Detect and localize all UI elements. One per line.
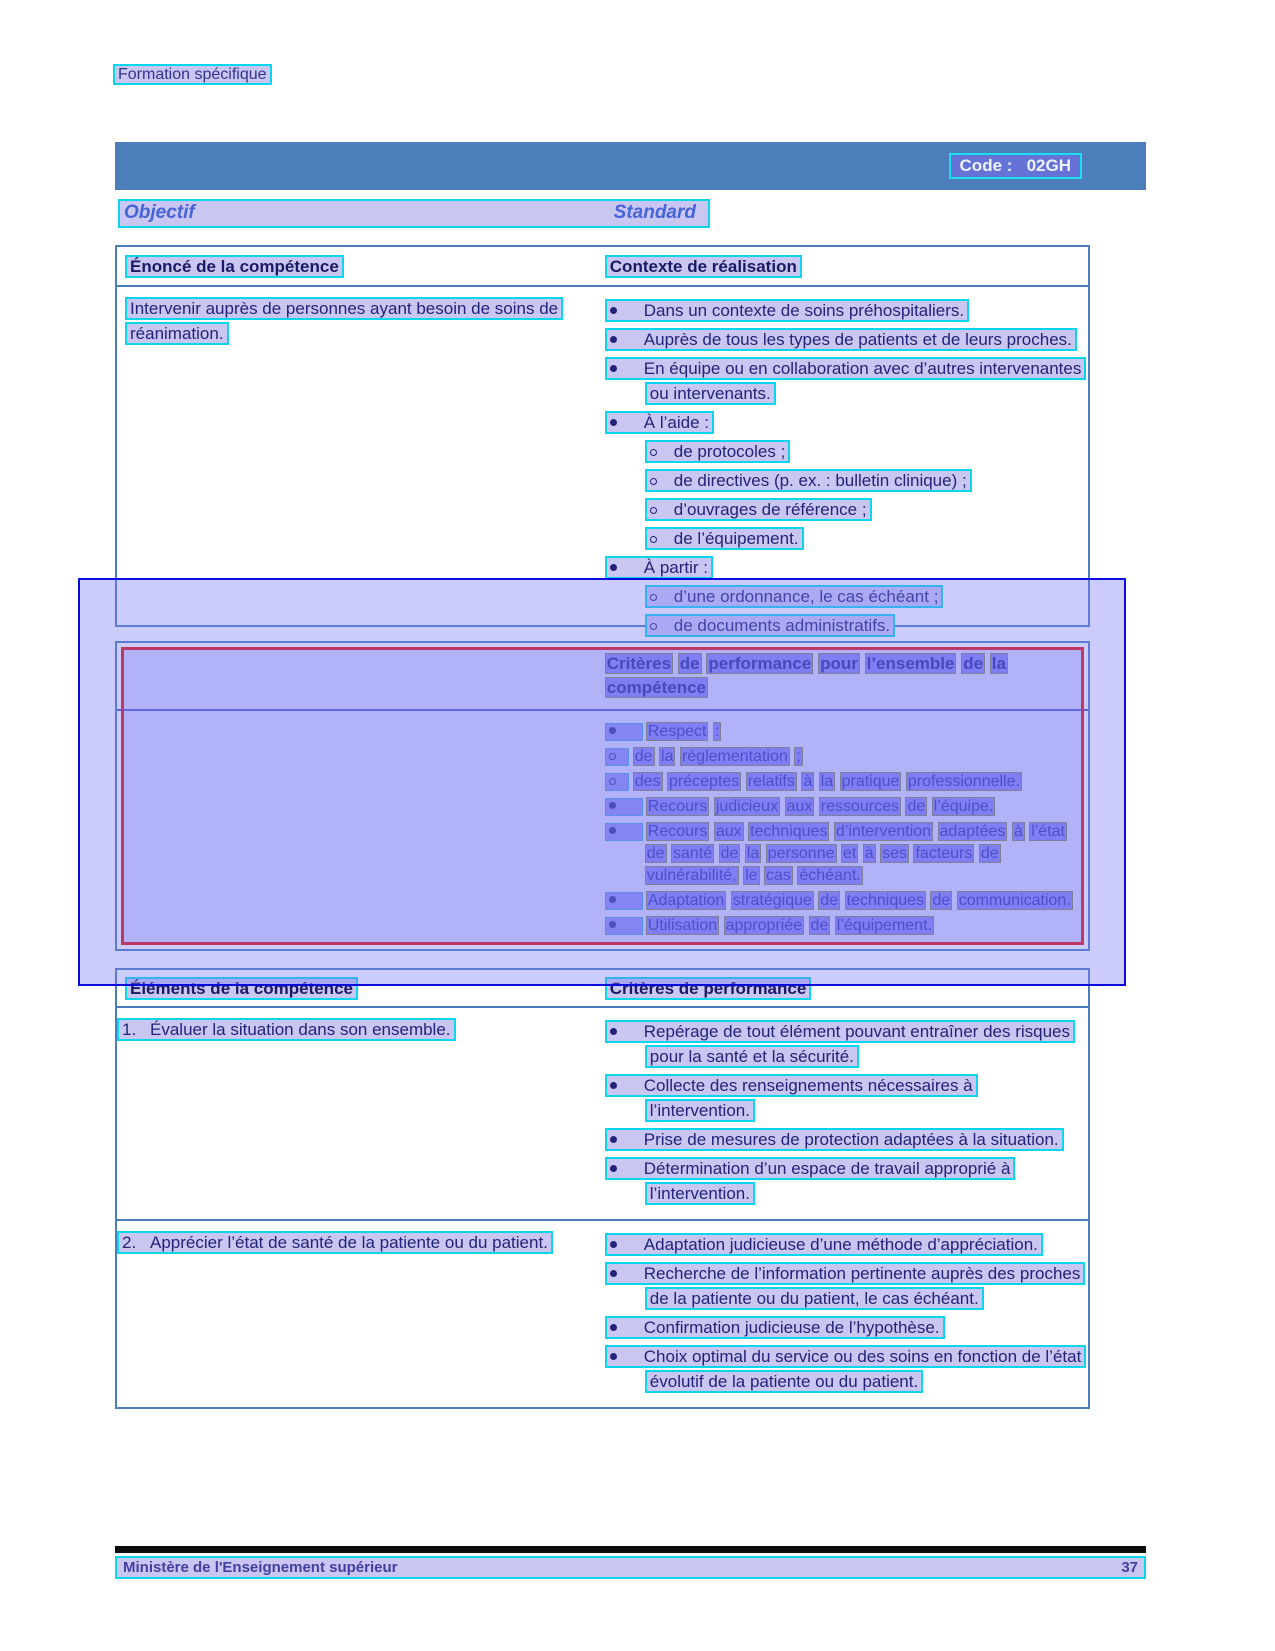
bullet-icon <box>610 1156 644 1181</box>
item-number: 1. <box>122 1020 137 1039</box>
list-item: Choix optimal du service ou des soins en fonction de l’état évolutif de la patiente ou du patient. <box>605 1344 1082 1394</box>
list-item: de directives (p. ex. : bulletin clinique) ; <box>645 468 1082 493</box>
list-item: d’ouvrages de référence ; <box>645 497 1082 522</box>
list-item: Dans un contexte de soins préhospitaliers. <box>605 298 1082 323</box>
list-item: Recours judicieux aux ressources de l’équipe. <box>605 796 1082 818</box>
list-item: Confirmation judicieuse de l’hypothèse. <box>605 1315 1082 1340</box>
circle-icon <box>650 526 674 551</box>
bullet-icon <box>610 1232 644 1257</box>
list-item: Utilisation appropriée de l’équipement. <box>605 915 1082 937</box>
bullet-icon <box>610 1261 644 1286</box>
table1-header-right: Contexte de réalisation <box>593 247 1088 285</box>
circle-icon <box>650 584 674 609</box>
code-badge: Code : 02GH <box>949 153 1082 179</box>
bullet-icon <box>610 1315 644 1340</box>
bullet-icon <box>610 298 644 323</box>
table1-header-left: Énoncé de la compétence <box>117 247 593 285</box>
table2-header-row <box>117 643 1088 711</box>
competence-statement-cell <box>117 287 593 651</box>
circle-icon <box>650 497 674 522</box>
bullet-icon <box>610 555 644 580</box>
item-number: 2. <box>122 1233 137 1252</box>
list-item: Auprès de tous les types de patients et de leurs proches. <box>605 327 1082 352</box>
bullet-icon <box>610 356 644 381</box>
list-item: de protocoles ; <box>645 439 1082 464</box>
list-item: Recours aux techniques d’intervention adaptées à l’état de santé de la personne et à ses facteurs de vulnérabilité, le cas échéant. <box>605 821 1082 887</box>
bullet-icon <box>605 823 643 841</box>
list-item: de documents administratifs. <box>645 613 1082 638</box>
list-item: Repérage de tout élément pouvant entraîner des risques pour la santé et la sécurité. <box>605 1019 1082 1069</box>
bullet-icon <box>610 410 644 435</box>
list-item: de la réglementation ; <box>605 746 1082 768</box>
section-label <box>113 66 272 84</box>
bullet-icon <box>610 1019 644 1044</box>
list-item: des préceptes relatifs à la pratique professionnelle. <box>605 771 1082 793</box>
circle-icon <box>650 468 674 493</box>
footer-page-number: 37 <box>1121 1559 1138 1576</box>
criteria-cell-2 <box>593 1221 1088 1407</box>
table3-header-row <box>117 970 1088 1008</box>
list-item: Adaptation stratégique de techniques de communication. <box>605 890 1082 912</box>
table3-row-1 <box>117 1008 1088 1219</box>
bullet-icon <box>605 917 643 935</box>
list-item: En équipe ou en collaboration avec d’autres intervenantes ou intervenants. <box>605 356 1082 406</box>
criteria-cell-1 <box>593 1008 1088 1219</box>
contexte-list-cell <box>593 287 1088 651</box>
table-enonce-contexte <box>115 245 1090 635</box>
bullet-icon <box>605 798 643 816</box>
objectif-standard-row <box>118 199 710 228</box>
criteres-ensemble-list <box>593 711 1088 949</box>
element-text: Évaluer la situation dans son ensemble. <box>150 1020 451 1039</box>
list-item: Collecte des renseignements nécessaires à l’intervention. <box>605 1073 1082 1123</box>
footer-ministry: Ministère de l'Enseignement supérieur <box>123 1559 398 1576</box>
table-elements-criteres <box>115 968 1090 1409</box>
table1-header-row <box>117 247 1088 287</box>
bullet-icon <box>610 1127 644 1152</box>
table2-empty-cell <box>117 711 593 949</box>
table2-body-row <box>117 711 1088 949</box>
circle-icon <box>605 773 629 791</box>
circle-icon <box>605 748 629 766</box>
bullet-icon <box>610 1344 644 1369</box>
list-item: À partir : <box>605 555 1082 580</box>
element-text: Apprécier l’état de santé de la patiente ou du patient. <box>150 1233 548 1252</box>
list-item: Détermination d’un espace de travail approprié à l’intervention. <box>605 1156 1082 1206</box>
standard-label: Standard <box>613 202 696 223</box>
element-cell-2 <box>117 1221 593 1407</box>
bullet-icon <box>610 327 644 352</box>
footer <box>115 1556 1146 1579</box>
bullet-icon <box>605 723 643 741</box>
element-cell-1 <box>117 1008 593 1219</box>
objectif-label: Objectif <box>124 202 195 223</box>
table3-header-right: Critères de performance <box>593 970 1088 1006</box>
footer-rule <box>115 1546 1146 1553</box>
formation-label: Formation spécifique <box>113 64 272 85</box>
circle-icon <box>650 613 674 638</box>
list-item: Recherche de l’information pertinente auprès des proches de la patiente ou du patient, le cas échéant. <box>605 1261 1082 1311</box>
list-item: d’une ordonnance, le cas échéant ; <box>645 584 1082 609</box>
table2-header-left-empty <box>117 643 593 709</box>
list-item: Prise de mesures de protection adaptées à la situation. <box>605 1127 1082 1152</box>
table-criteres-ensemble <box>115 641 1090 951</box>
table1-body-row <box>117 287 1088 651</box>
bullet-icon <box>605 892 643 910</box>
title-bar <box>115 142 1146 190</box>
table3-header-left: Éléments de la compétence <box>117 970 593 1006</box>
list-item: de l’équipement. <box>645 526 1082 551</box>
list-item: Adaptation judicieuse d’une méthode d’appréciation. <box>605 1232 1082 1257</box>
list-item: À l’aide : <box>605 410 1082 435</box>
circle-icon <box>650 439 674 464</box>
bullet-icon <box>610 1073 644 1098</box>
competence-statement: Intervenir auprès de personnes ayant besoin de soins de réanimation. <box>125 297 563 345</box>
table3-row-2 <box>117 1219 1088 1407</box>
table2-header-right: Critères de performance pour l’ensemble de la compétence <box>606 654 1006 697</box>
list-item: Respect : <box>605 721 1082 743</box>
